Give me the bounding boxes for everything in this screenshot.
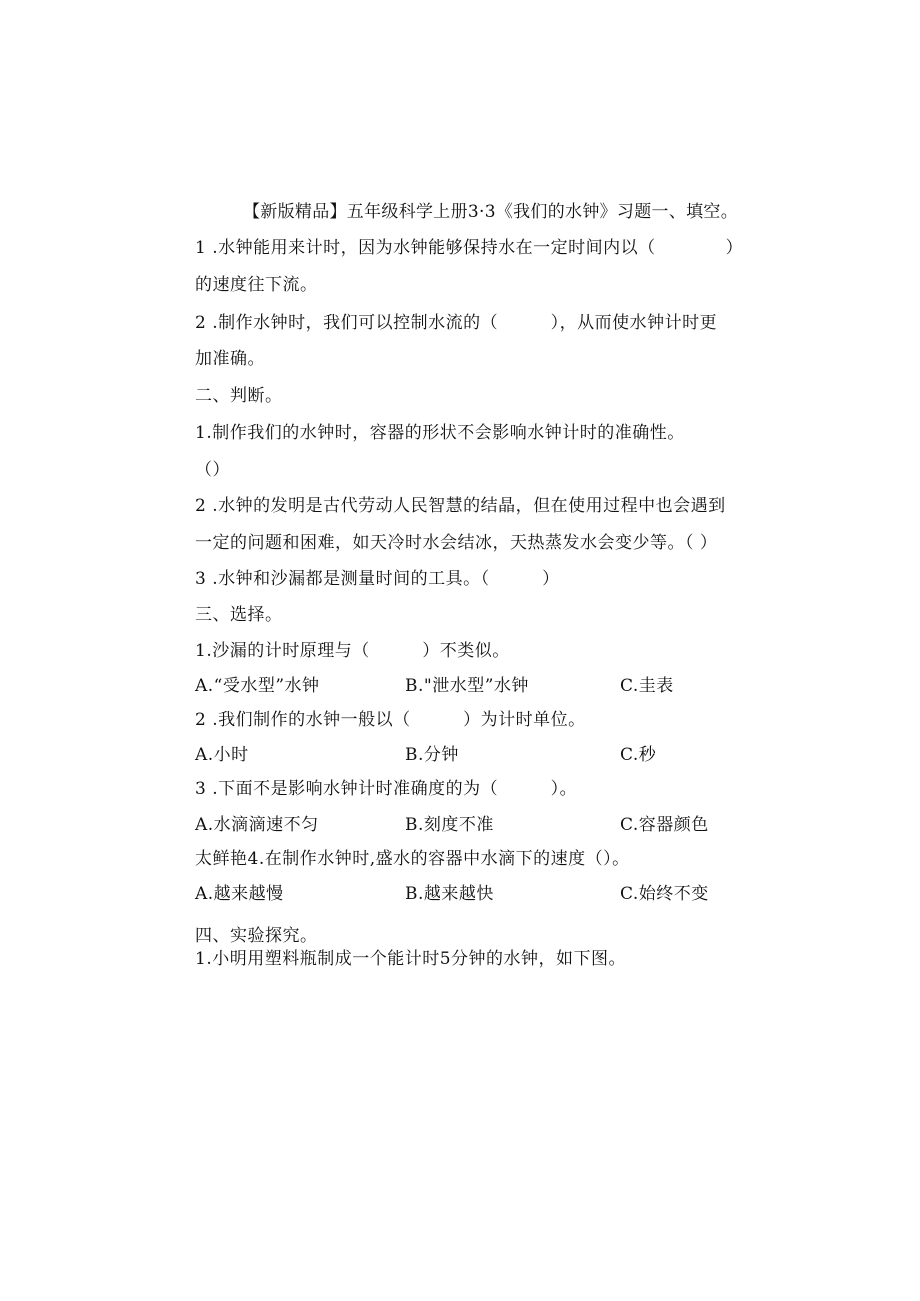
- choice-question-4-option-b: B.越来越快: [405, 884, 494, 904]
- choice-question-3-option-a: A.水滴滴速不匀: [195, 815, 319, 835]
- choice-question-1-option-b: B."泄水型”水钟: [405, 676, 529, 696]
- section-heading-judge: 二、判断。: [195, 386, 283, 406]
- judge-question-3: 3 .水钟和沙漏都是测量时间的工具。（ ）: [195, 569, 560, 589]
- judge-question-2-continued: 一定的问题和困难，如天冷时水会结冰，天热蒸发水会变少等。（ ）: [195, 533, 718, 553]
- section-heading-experiment: 四、实验探究。: [195, 926, 318, 946]
- choice-question-3-option-b: B.刻度不准: [405, 815, 494, 835]
- choice-question-2: 2 .我们制作的水钟一般以（ ）为计时单位。: [195, 710, 586, 730]
- choice-question-1: 1.沙漏的计时原理与（ ）不类似。: [195, 641, 510, 661]
- fill-question-1: 1 .水钟能用来计时，因为水钟能够保持水在一定时间内以（ ）: [195, 238, 744, 258]
- choice-question-4-option-a: A.越来越慢: [195, 884, 284, 904]
- choice-question-3-option-c: C.容器颜色: [620, 815, 709, 835]
- judge-question-2: 2 .水钟的发明是古代劳动人民智慧的结晶，但在使用过程中也会遇到: [195, 496, 726, 516]
- experiment-question-1: 1.小明用塑料瓶制成一个能计时5分钟的水钟，如下图。: [195, 949, 627, 969]
- fill-question-1-continued: 的速度往下流。: [195, 275, 318, 295]
- judge-question-1-answer: （）: [195, 460, 230, 480]
- choice-question-4: 太鲜艳4.在制作水钟时,盛水的容器中水滴下的速度（）。: [195, 849, 630, 869]
- judge-question-1: 1.制作我们的水钟时，容器的形状不会影响水钟计时的准确性。: [195, 423, 685, 443]
- choice-question-3: 3 .下面不是影响水钟计时准确度的为（ ）。: [195, 779, 578, 799]
- choice-question-1-option-a: A.“受水型”水钟: [195, 676, 320, 696]
- fill-question-2: 2 .制作水钟时，我们可以控制水流的（ ），从而使水钟计时更: [195, 313, 718, 333]
- choice-question-4-option-c: C.始终不变: [620, 884, 709, 904]
- choice-question-2-option-b: B.分钟: [405, 745, 459, 765]
- choice-question-2-option-a: A.小时: [195, 745, 249, 765]
- fill-question-2-continued: 加准确。: [195, 349, 265, 369]
- section-heading-choice: 三、选择。: [195, 605, 283, 625]
- page-title: 【新版精品】五年级科学上册3·3《我们的水钟》习题一、填空。: [243, 202, 739, 222]
- choice-question-2-option-c: C.秒: [620, 745, 657, 765]
- choice-question-1-option-c: C.圭表: [620, 676, 674, 696]
